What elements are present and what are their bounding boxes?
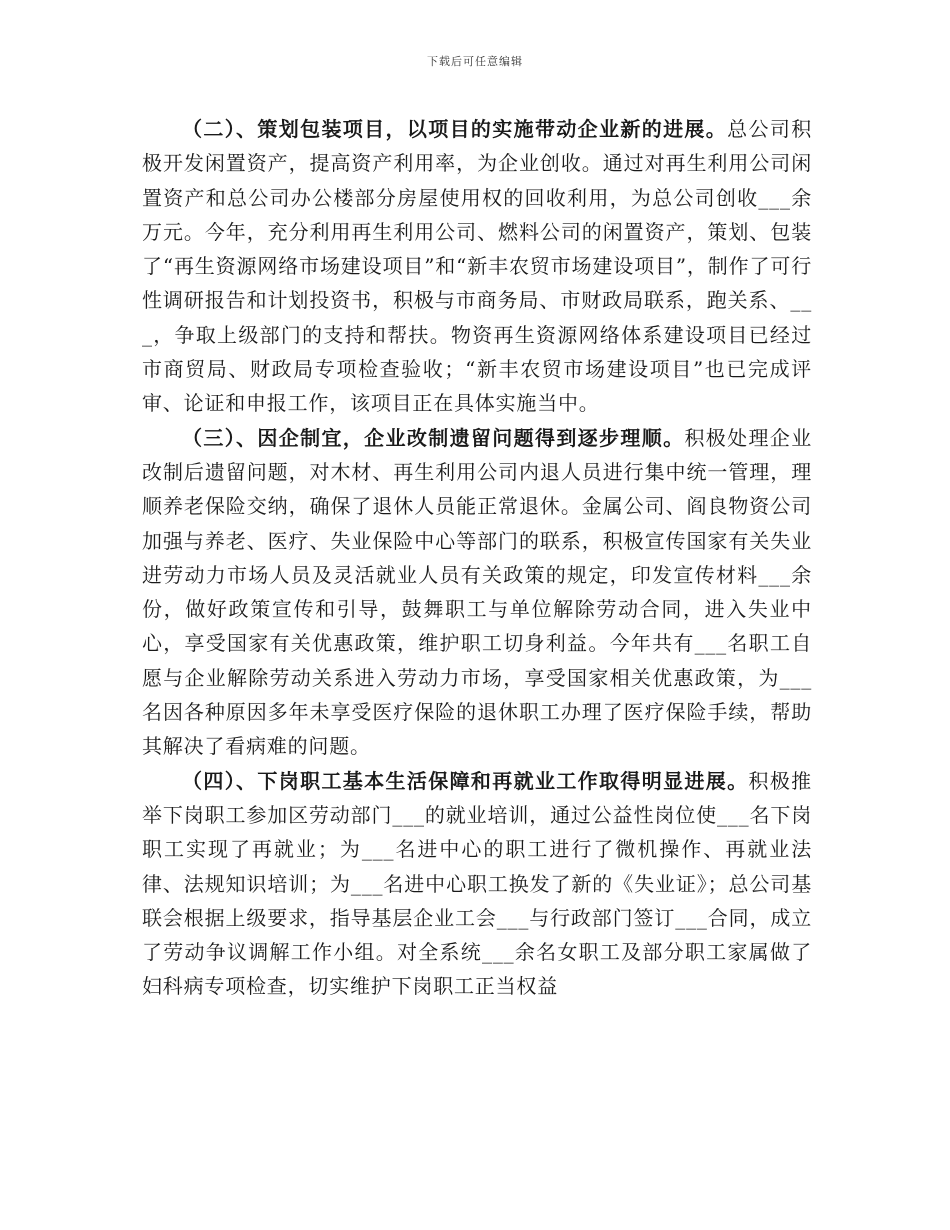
document-body xyxy=(142,112,812,1004)
paragraph-heading: （四）、下岗职工基本生活保障和再就业工作取得明显进展。 xyxy=(182,768,749,793)
page-header: 下载后可任意编辑 xyxy=(427,55,523,68)
paragraph-4 xyxy=(142,764,812,1004)
paragraph-text: 积极处理企业改制后遗留问题，对木材、再生利用公司内退人员进行集中统一管理，理顺养老保险交纳，确保了退休人员能正常退休。金属公司、阎良物资公司加强与养老、医疗、失业保险中心等部门的联系，积极宣传国家有关失业进劳动力市场人员及灵活就业人员有关政策的规定，印发宣传材料___余份，做好政策宣传和引导，鼓舞职工与单位解除劳动合同，进入失业中心，享受国家有关优惠政策，维护职工切身利益。今年共有___名职工自愿与企业解除劳动关系进入劳动力市场，享受国家相关优惠政策，为___名因各种原因多年未享受医疗保险的退休职工办理了医疗保险手续，帮助其解决了看病难的问题。 xyxy=(142,425,812,759)
paragraph-heading: （二）、策划包装项目，以项目的实施带动企业新的进展。 xyxy=(182,117,728,141)
paragraph-3 xyxy=(142,421,812,764)
paragraph-text: 总公司积极开发闲置资产，提高资产利用率，为企业创收。通过对再生利用公司闲置资产和总公司办公楼部分房屋使用权的回收利用，为总公司创收___余万元。今年，充分利用再生利用公司、燃料公司的闲置资产，策划、包装了“再生资源网络市场建设项目”和“新丰农贸市场建设项目”，制作了可行性调研报告和计划投资书，积极与市商务局、市财政局联系，跑关系、___，争取上级部门的支持和帮扶。物资再生资源网络体系建设项目已经过市商贸局、财政局专项检查验收；“新丰农贸市场建设项目”也已完成评审、论证和申报工作，该项目正在具体实施当中。 xyxy=(142,117,812,416)
paragraph-heading: （三）、因企制宜，企业改制遗留问题得到逐步理顺。 xyxy=(182,425,685,450)
paragraph-text: 积极推举下岗职工参加区劳动部门___的就业培训，通过公益性岗位使___名下岗职工实现了再就业；为___名进中心的职工进行了微机操作、再就业法律、法规知识培训；为___名进中心职工换发了新的《失业证》；总公司基联会根据上级要求，指导基层企业工会___与行政部门签订___合同，成立了劳动争议调解工作小组。对全系统___余名女职工及部分职工家属做了妇科病专项检查，切实维护下岗职工正当权益 xyxy=(142,768,812,999)
paragraph-2 xyxy=(142,112,812,421)
